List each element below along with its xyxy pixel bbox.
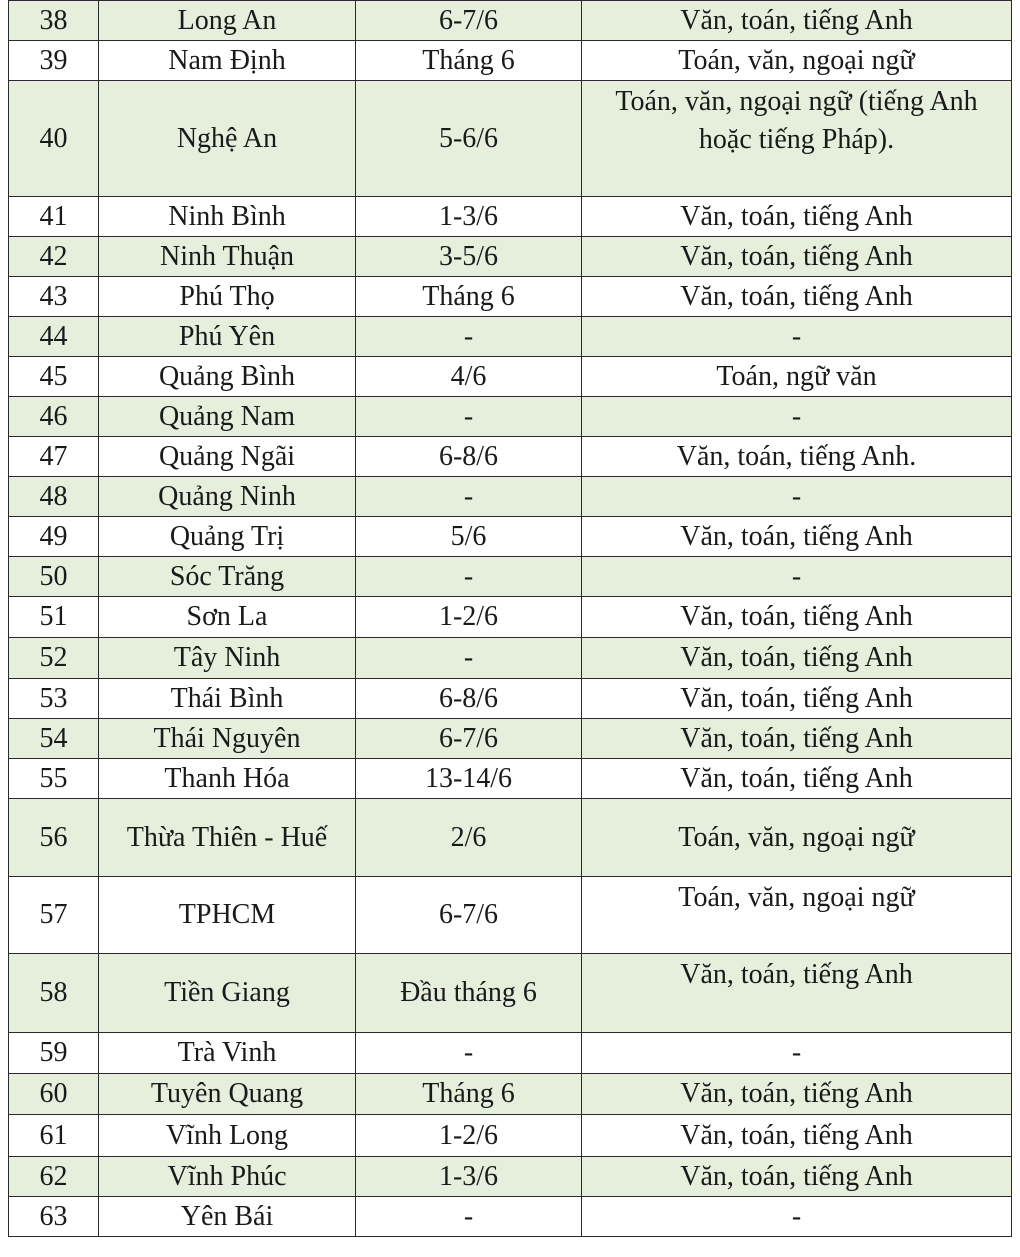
subjects-cell: - xyxy=(582,317,1012,357)
table-row xyxy=(9,41,1012,81)
exam-date-cell: - xyxy=(356,477,582,517)
exam-date-cell: 4/6 xyxy=(356,357,582,397)
row-number: 54 xyxy=(9,719,99,759)
subjects-cell: Văn, toán, tiếng Anh xyxy=(582,277,1012,317)
table-row xyxy=(9,954,1012,1033)
table-row xyxy=(9,877,1012,954)
row-number: 49 xyxy=(9,517,99,557)
row-number: 62 xyxy=(9,1157,99,1197)
province-cell: Thái Bình xyxy=(99,679,356,719)
exam-date-cell: 6-7/6 xyxy=(356,1,582,41)
table-row xyxy=(9,759,1012,799)
province-cell: Thừa Thiên - Huế xyxy=(99,799,356,877)
subjects-cell: Văn, toán, tiếng Anh xyxy=(582,954,1012,1033)
exam-date-cell: - xyxy=(356,557,582,597)
subjects-cell: Văn, toán, tiếng Anh xyxy=(582,1157,1012,1197)
subjects-cell: Toán, ngữ văn xyxy=(582,357,1012,397)
row-number: 47 xyxy=(9,437,99,477)
subjects-cell: - xyxy=(582,1197,1012,1237)
subjects-cell: Văn, toán, tiếng Anh xyxy=(582,517,1012,557)
row-number: 55 xyxy=(9,759,99,799)
row-number: 56 xyxy=(9,799,99,877)
province-cell: Thanh Hóa xyxy=(99,759,356,799)
table-row xyxy=(9,81,1012,197)
table-row xyxy=(9,1115,1012,1157)
province-cell: Thái Nguyên xyxy=(99,719,356,759)
subjects-cell: - xyxy=(582,397,1012,437)
province-cell: Sóc Trăng xyxy=(99,557,356,597)
table-row xyxy=(9,477,1012,517)
subjects-cell: - xyxy=(582,1033,1012,1074)
row-number: 44 xyxy=(9,317,99,357)
province-cell: Phú Thọ xyxy=(99,277,356,317)
table-row xyxy=(9,357,1012,397)
row-number: 61 xyxy=(9,1115,99,1157)
exam-date-cell: 6-7/6 xyxy=(356,877,582,954)
subjects-cell: Văn, toán, tiếng Anh xyxy=(582,638,1012,679)
table-row xyxy=(9,1033,1012,1074)
subjects-cell: Văn, toán, tiếng Anh xyxy=(582,1115,1012,1157)
row-number: 63 xyxy=(9,1197,99,1237)
row-number: 46 xyxy=(9,397,99,437)
province-cell: Trà Vinh xyxy=(99,1033,356,1074)
row-number: 39 xyxy=(9,41,99,81)
row-number: 48 xyxy=(9,477,99,517)
exam-date-cell: 5/6 xyxy=(356,517,582,557)
table-row xyxy=(9,799,1012,877)
subjects-cell: Toán, văn, ngoại ngữ xyxy=(582,41,1012,81)
province-cell: Ninh Thuận xyxy=(99,237,356,277)
exam-date-cell: - xyxy=(356,317,582,357)
province-cell: Quảng Ninh xyxy=(99,477,356,517)
exam-date-cell: 1-3/6 xyxy=(356,197,582,237)
province-cell: Quảng Nam xyxy=(99,397,356,437)
row-number: 58 xyxy=(9,954,99,1033)
province-cell: Phú Yên xyxy=(99,317,356,357)
exam-date-cell: 6-8/6 xyxy=(356,437,582,477)
subjects-cell: Văn, toán, tiếng Anh xyxy=(582,597,1012,638)
subjects-cell: - xyxy=(582,557,1012,597)
province-cell: Tiền Giang xyxy=(99,954,356,1033)
exam-date-cell: - xyxy=(356,397,582,437)
row-number: 52 xyxy=(9,638,99,679)
province-cell: Ninh Bình xyxy=(99,197,356,237)
row-number: 57 xyxy=(9,877,99,954)
province-cell: Tây Ninh xyxy=(99,638,356,679)
row-number: 50 xyxy=(9,557,99,597)
table-row xyxy=(9,679,1012,719)
subjects-cell: Văn, toán, tiếng Anh. xyxy=(582,437,1012,477)
exam-date-cell: - xyxy=(356,1033,582,1074)
exam-date-cell: - xyxy=(356,638,582,679)
row-number: 42 xyxy=(9,237,99,277)
subjects-cell: Văn, toán, tiếng Anh xyxy=(582,1074,1012,1115)
table-row xyxy=(9,719,1012,759)
table-row xyxy=(9,317,1012,357)
exam-date-cell: Tháng 6 xyxy=(356,41,582,81)
subjects-cell: Văn, toán, tiếng Anh xyxy=(582,719,1012,759)
subjects-cell: Toán, văn, ngoại ngữ xyxy=(582,799,1012,877)
province-cell: Long An xyxy=(99,1,356,41)
exam-date-cell: 2/6 xyxy=(356,799,582,877)
province-cell: Nghệ An xyxy=(99,81,356,197)
province-cell: Vĩnh Long xyxy=(99,1115,356,1157)
table-row xyxy=(9,597,1012,638)
subjects-cell: - xyxy=(582,477,1012,517)
row-number: 45 xyxy=(9,357,99,397)
subjects-cell: Toán, văn, ngoại ngữ (tiếng Anh hoặc tiếng Pháp). xyxy=(582,81,1012,197)
exam-date-cell: 6-7/6 xyxy=(356,719,582,759)
subjects-cell: Văn, toán, tiếng Anh xyxy=(582,237,1012,277)
row-number: 53 xyxy=(9,679,99,719)
province-cell: Quảng Bình xyxy=(99,357,356,397)
province-cell: Sơn La xyxy=(99,597,356,638)
exam-date-cell: 1-3/6 xyxy=(356,1157,582,1197)
row-number: 59 xyxy=(9,1033,99,1074)
subjects-cell: Văn, toán, tiếng Anh xyxy=(582,679,1012,719)
province-cell: Quảng Trị xyxy=(99,517,356,557)
subjects-cell: Văn, toán, tiếng Anh xyxy=(582,197,1012,237)
subjects-cell: Toán, văn, ngoại ngữ xyxy=(582,877,1012,954)
exam-date-cell: 13-14/6 xyxy=(356,759,582,799)
province-cell: Vĩnh Phúc xyxy=(99,1157,356,1197)
exam-date-cell: - xyxy=(356,1197,582,1237)
table-row xyxy=(9,437,1012,477)
table-row xyxy=(9,397,1012,437)
province-cell: Nam Định xyxy=(99,41,356,81)
row-number: 40 xyxy=(9,81,99,197)
exam-date-cell: 5-6/6 xyxy=(356,81,582,197)
province-cell: Yên Bái xyxy=(99,1197,356,1237)
table-row xyxy=(9,1074,1012,1115)
row-number: 41 xyxy=(9,197,99,237)
table-row xyxy=(9,197,1012,237)
table-row xyxy=(9,237,1012,277)
exam-date-cell: 1-2/6 xyxy=(356,597,582,638)
table-row xyxy=(9,277,1012,317)
table-row xyxy=(9,1157,1012,1197)
table-row xyxy=(9,517,1012,557)
province-cell: TPHCM xyxy=(99,877,356,954)
table-row xyxy=(9,1,1012,41)
subjects-cell: Văn, toán, tiếng Anh xyxy=(582,1,1012,41)
table-row xyxy=(9,557,1012,597)
exam-date-cell: Tháng 6 xyxy=(356,277,582,317)
exam-date-cell: Đầu tháng 6 xyxy=(356,954,582,1033)
subjects-cell: Văn, toán, tiếng Anh xyxy=(582,759,1012,799)
row-number: 43 xyxy=(9,277,99,317)
exam-date-cell: 1-2/6 xyxy=(356,1115,582,1157)
exam-schedule-table xyxy=(8,0,1012,1237)
exam-date-cell: 3-5/6 xyxy=(356,237,582,277)
row-number: 38 xyxy=(9,1,99,41)
exam-date-cell: 6-8/6 xyxy=(356,679,582,719)
table-row xyxy=(9,638,1012,679)
row-number: 60 xyxy=(9,1074,99,1115)
row-number: 51 xyxy=(9,597,99,638)
province-cell: Tuyên Quang xyxy=(99,1074,356,1115)
table-row xyxy=(9,1197,1012,1237)
province-cell: Quảng Ngãi xyxy=(99,437,356,477)
exam-date-cell: Tháng 6 xyxy=(356,1074,582,1115)
